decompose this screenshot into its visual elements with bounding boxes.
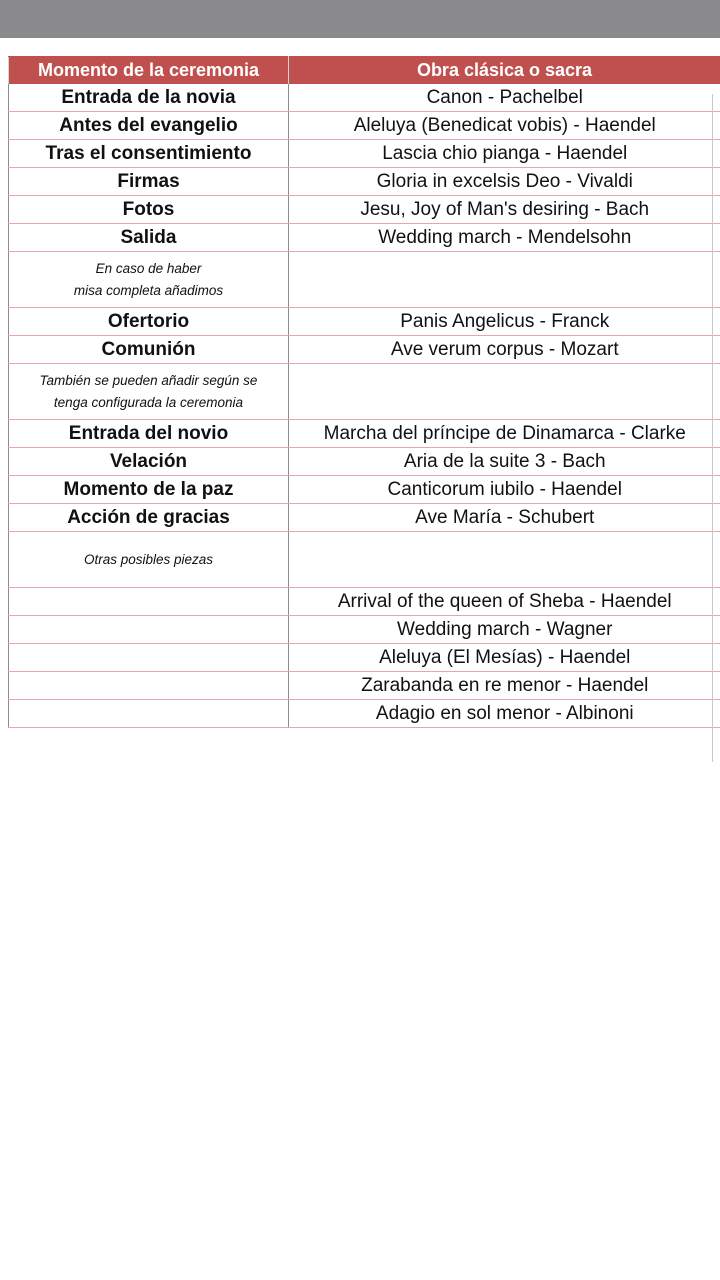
note-line: También se pueden añadir según se xyxy=(39,372,258,388)
moment-cell xyxy=(9,616,289,644)
table-row xyxy=(9,644,720,672)
table-row xyxy=(9,476,720,504)
piece-cell: Aleluya (Benedicat vobis) - Haendel xyxy=(289,112,720,140)
piece-cell: Aria de la suite 3 - Bach xyxy=(289,448,720,476)
table-right-border xyxy=(712,94,713,762)
piece-cell: Gloria in excelsis Deo - Vivaldi xyxy=(289,168,720,196)
note-cell-config xyxy=(9,364,289,420)
moment-cell: Salida xyxy=(9,224,289,252)
empty-cell xyxy=(289,532,720,588)
note-cell-mass xyxy=(9,252,289,308)
table-row xyxy=(9,112,720,140)
table-row xyxy=(9,308,720,336)
header-piece: Obra clásica o sacra xyxy=(289,57,720,85)
table-row xyxy=(9,336,720,364)
status-bar xyxy=(0,0,720,38)
moment-cell: Ofertorio xyxy=(9,308,289,336)
table-row xyxy=(9,588,720,616)
piece-cell: Wedding march - Wagner xyxy=(289,616,720,644)
piece-cell: Aleluya (El Mesías) - Haendel xyxy=(289,644,720,672)
piece-cell: Arrival of the queen of Sheba - Haendel xyxy=(289,588,720,616)
piece-cell: Ave verum corpus - Mozart xyxy=(289,336,720,364)
piece-cell: Canon - Pachelbel xyxy=(289,84,720,112)
note-row xyxy=(9,252,720,308)
table-row xyxy=(9,168,720,196)
piece-cell: Panis Angelicus - Franck xyxy=(289,308,720,336)
header-moment: Momento de la ceremonia xyxy=(9,57,289,85)
table-row xyxy=(9,196,720,224)
moment-cell xyxy=(9,700,289,728)
moment-cell: Tras el consentimiento xyxy=(9,140,289,168)
piece-cell: Canticorum iubilo - Haendel xyxy=(289,476,720,504)
table-row xyxy=(9,224,720,252)
note-line: tenga configurada la ceremonia xyxy=(53,394,244,410)
table-row xyxy=(9,420,720,448)
note-row xyxy=(9,532,720,588)
moment-cell: Antes del evangelio xyxy=(9,112,289,140)
table-row xyxy=(9,84,720,112)
moment-cell: Comunión xyxy=(9,336,289,364)
ceremony-music-table xyxy=(8,56,720,728)
piece-cell: Wedding march - Mendelsohn xyxy=(289,224,720,252)
piece-cell: Lascia chio pianga - Haendel xyxy=(289,140,720,168)
spreadsheet-view xyxy=(0,38,720,1280)
empty-cell xyxy=(289,252,720,308)
moment-cell xyxy=(9,588,289,616)
note-row xyxy=(9,364,720,420)
empty-cell xyxy=(289,364,720,420)
piece-cell: Jesu, Joy of Man's desiring - Bach xyxy=(289,196,720,224)
note-cell-other: Otras posibles piezas xyxy=(9,532,289,588)
moment-cell: Acción de gracias xyxy=(9,504,289,532)
piece-cell: Marcha del príncipe de Dinamarca - Clarke xyxy=(289,420,720,448)
moment-cell xyxy=(9,644,289,672)
piece-cell: Adagio en sol menor - Albinoni xyxy=(289,700,720,728)
piece-cell: Ave María - Schubert xyxy=(289,504,720,532)
table-row xyxy=(9,700,720,728)
moment-cell: Fotos xyxy=(9,196,289,224)
table-row xyxy=(9,140,720,168)
note-line: En caso de haber xyxy=(95,260,202,276)
table-row xyxy=(9,504,720,532)
moment-cell: Entrada de la novia xyxy=(9,84,289,112)
moment-cell: Entrada del novio xyxy=(9,420,289,448)
table-row xyxy=(9,672,720,700)
moment-cell: Firmas xyxy=(9,168,289,196)
moment-cell: Velación xyxy=(9,448,289,476)
table-row xyxy=(9,616,720,644)
table-header-row xyxy=(9,57,720,85)
moment-cell xyxy=(9,672,289,700)
moment-cell: Momento de la paz xyxy=(9,476,289,504)
piece-cell: Zarabanda en re menor - Haendel xyxy=(289,672,720,700)
note-line: misa completa añadimos xyxy=(73,282,224,298)
table-row xyxy=(9,448,720,476)
